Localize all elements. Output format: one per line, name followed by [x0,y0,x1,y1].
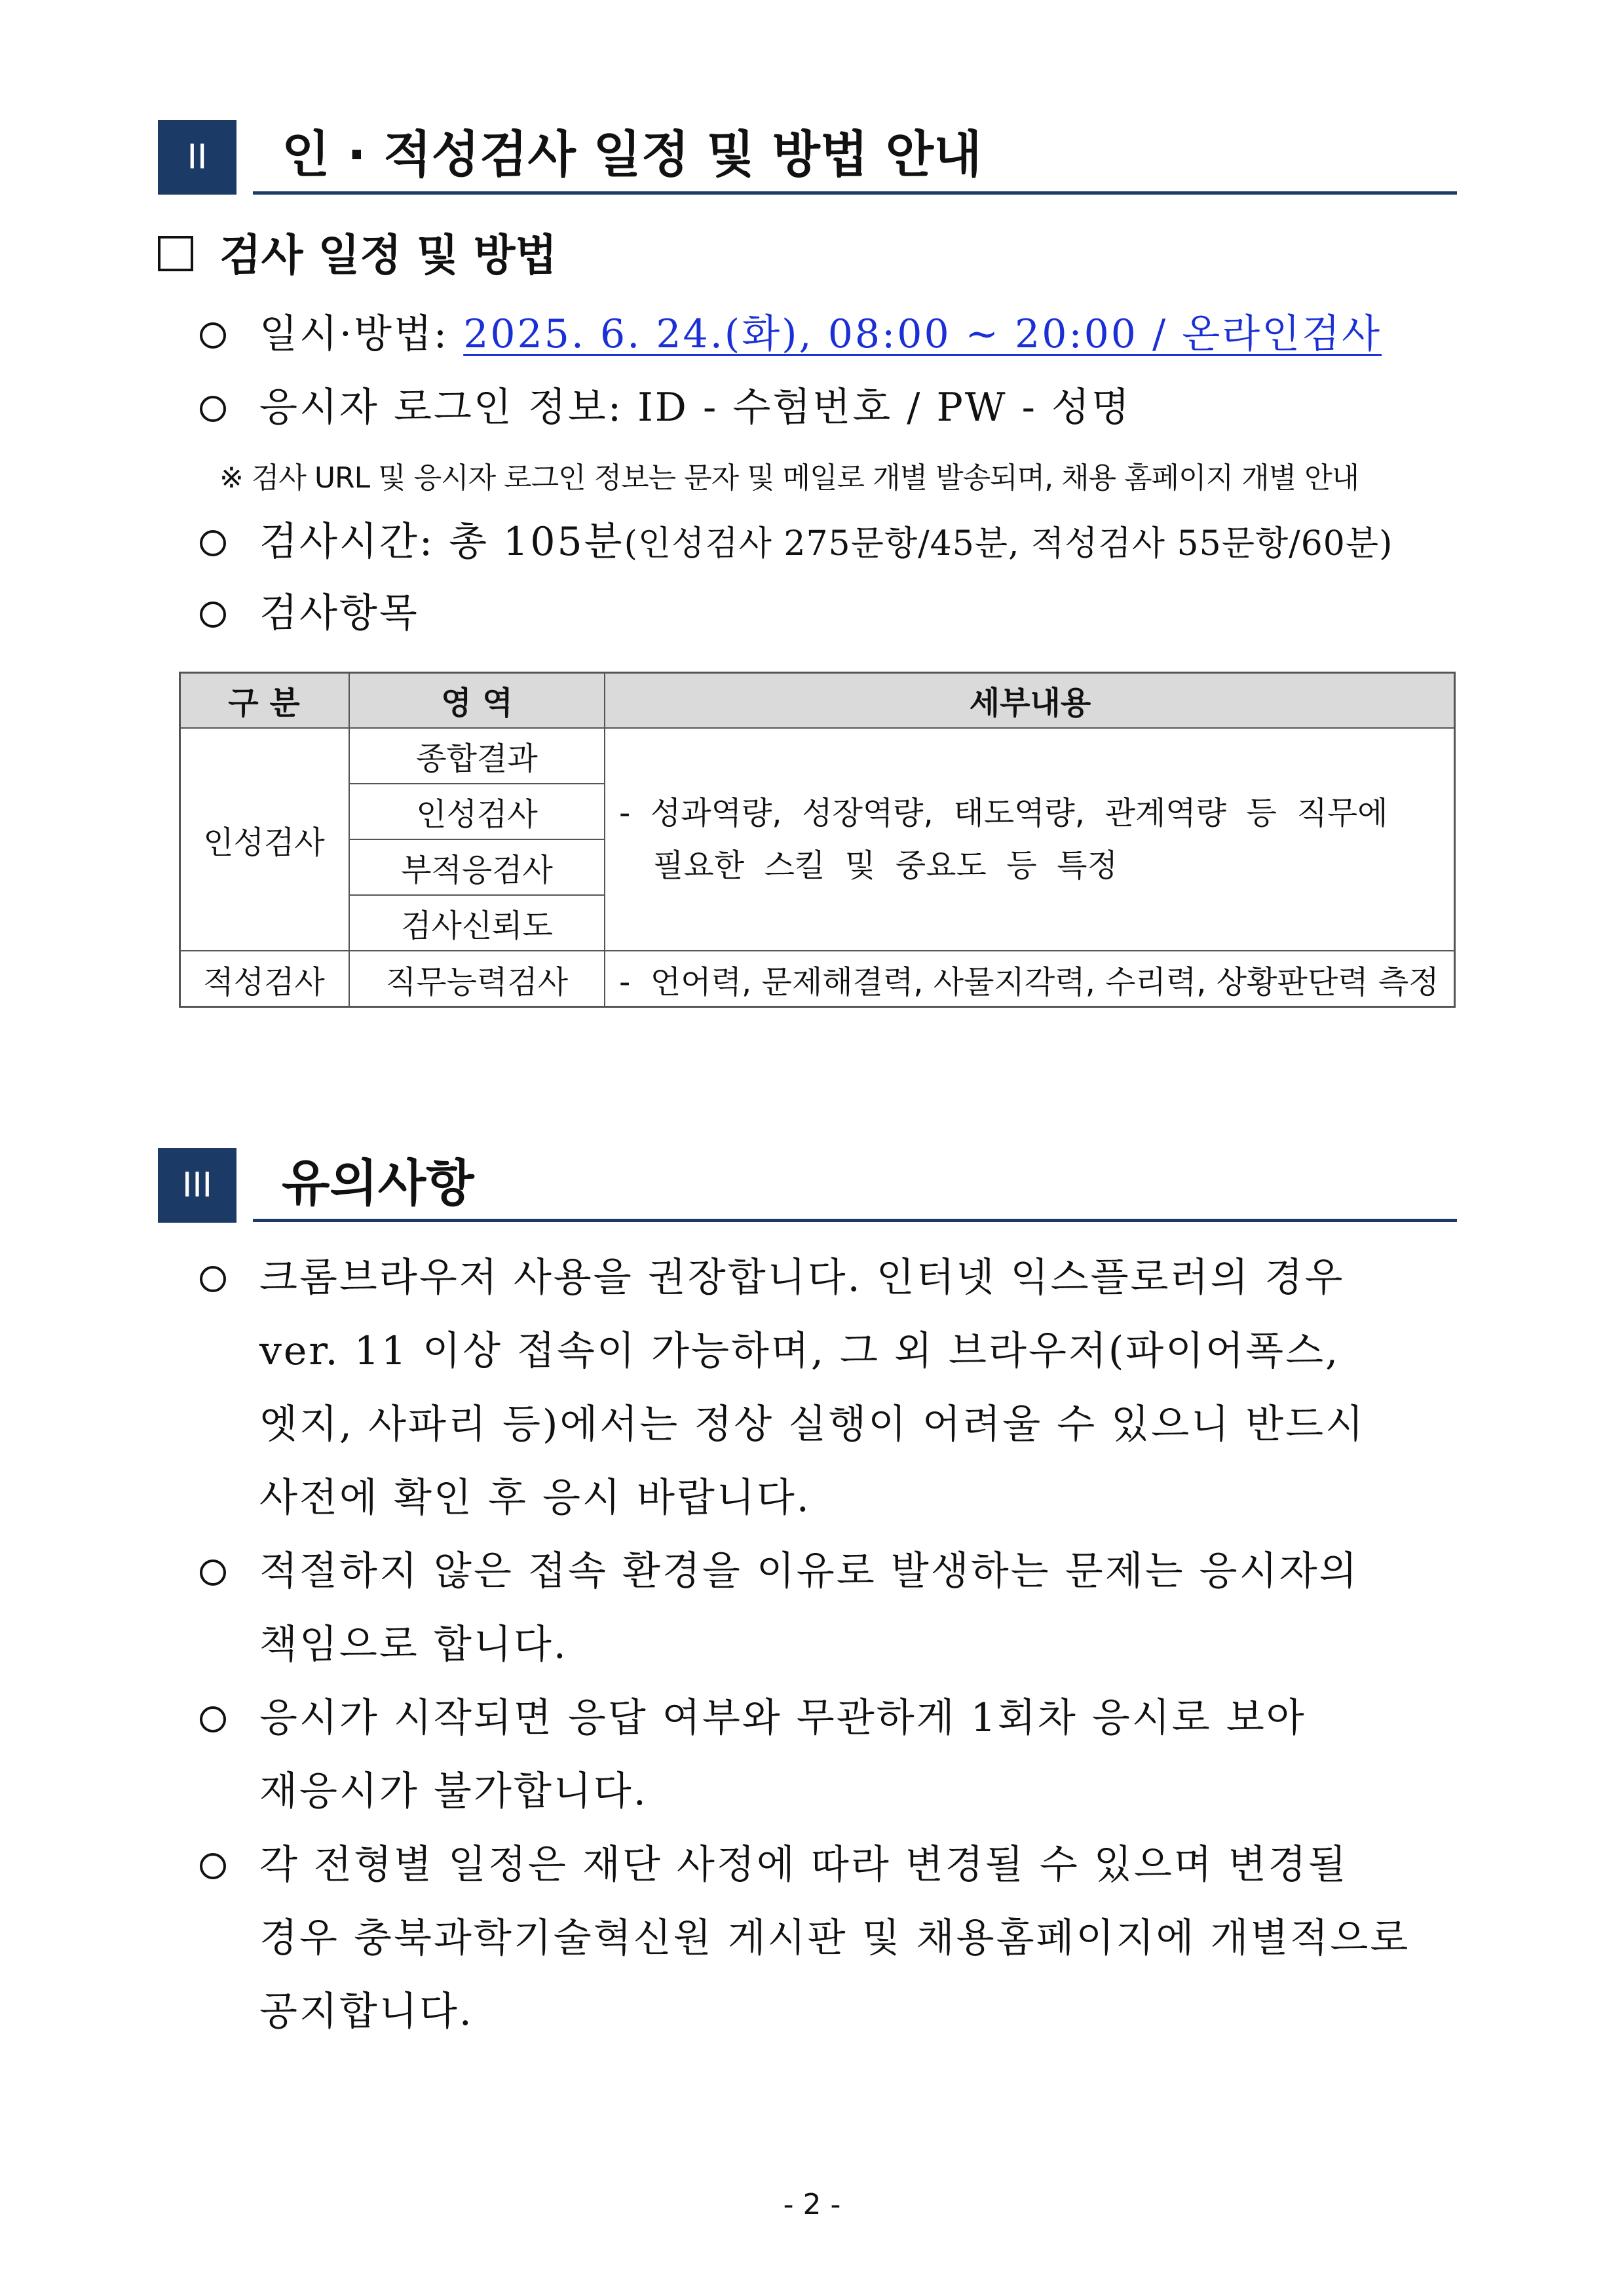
header-detail: 세부내용 [605,672,1456,728]
subheading-text: 검사 일정 및 방법 [219,230,557,280]
circle-bullet-icon [200,1853,226,1879]
circle-bullet-icon [200,602,226,628]
detail-personality [605,728,1456,951]
table-rule [604,672,605,1008]
table-border [179,672,1456,674]
note-line: 응시가 시작되면 응답 여부와 무관하게 1회차 응시로 보아 [259,1695,1306,1741]
note-line: 공지합니다. [259,1989,474,2035]
duration-detail: (인성검사 275문항/45분, 적성검사 55문항/60분) [624,524,1393,564]
circle-bullet-icon [200,1559,226,1586]
table-rule [349,783,605,784]
table-rule [349,894,605,896]
items-label: 검사항목 [259,590,419,636]
table-border [179,672,181,1008]
page-number: - 2 - [783,2188,841,2221]
note-line: 재응시가 불가합니다. [259,1769,648,1814]
detail-line: - 성과역량, 성장역량, 태도역량, 관계역량 등 직무에 [619,795,1388,832]
area-cell: 직무능력검사 [385,964,569,1001]
section-divider [253,191,1457,195]
table-rule [349,672,350,1008]
circle-bullet-icon [200,396,226,422]
area-cell: 부적응검사 [401,852,553,889]
detail-aptitude: - 언어력, 문제해결력, 사물지각력, 수리력, 상황판단력 측정 [619,964,1439,1001]
schedule-value: 2025. 6. 24.(화), 08:00 ~ 20:00 / 온라인검사 [463,311,1382,357]
section-number-badge: II [158,120,236,195]
schedule-label: 일시·방법: [259,311,464,357]
test-items-table [179,672,1456,1008]
header-category: 구 분 [179,672,349,728]
note-line: 각 전형별 일정은 재단 사정에 따라 변경될 수 있으며 변경될 [259,1842,1348,1888]
category-personality: 인성검사 [203,824,325,861]
circle-bullet-icon [200,530,226,556]
area-cell: 인성검사 [416,796,538,833]
schedule-line [259,308,1382,360]
table-rule [179,950,1456,951]
area-cell: 종합결과 [416,740,538,777]
note-line: 엣지, 사파리 등)에서는 정상 실행이 어려울 수 있으니 반드시 [259,1402,1366,1447]
table-border [179,1006,1456,1008]
note-line: 경우 충북과학기술혁신원 게시판 및 채용홈페이지에 개별적으로 [259,1915,1410,1961]
circle-bullet-icon [200,1266,226,1292]
section-title: 유의사항 [282,1154,474,1212]
area-cell: 검사신뢰도 [401,908,553,944]
duration-line [259,516,1393,570]
notice-note: ※ 검사 URL 및 응시자 로그인 정보는 문자 및 메일로 개별 발송되며, 채용 홈페이지 개별 안내 [219,461,1359,495]
duration-main: 검사시간: 총 105분 [259,519,624,565]
table-rule [179,727,1456,729]
table-border [1454,672,1456,1008]
section-title: 인 · 적성검사 일정 및 방법 안내 [282,125,982,183]
note-line: 사전에 확인 후 응시 바랍니다. [259,1475,811,1521]
header-area: 영 역 [349,672,605,728]
category-aptitude: 적성검사 [203,964,325,1001]
detail-line: 필요한 스킬 및 중요도 등 특정 [653,847,1118,884]
note-line: 책임으로 합니다. [259,1622,568,1668]
table-rule [349,839,605,840]
note-line: 크롬브라우저 사용을 권장합니다. 인터넷 익스플로러의 경우 [259,1255,1345,1301]
circle-bullet-icon [200,322,226,349]
section-divider [253,1219,1457,1222]
section-number-badge: III [158,1148,236,1223]
checkbox-square-icon [158,236,193,271]
note-line: 적절하지 않은 접속 환경을 이유로 발생하는 문제는 응시자의 [259,1548,1359,1594]
subheading [158,226,557,285]
login-info-line: 응시자 로그인 정보: ID - 수험번호 / PW - 성명 [259,385,1131,430]
circle-bullet-icon [200,1706,226,1732]
note-line: ver. 11 이상 접속이 가능하며, 그 외 브라우저(파이어폭스, [259,1328,1340,1374]
